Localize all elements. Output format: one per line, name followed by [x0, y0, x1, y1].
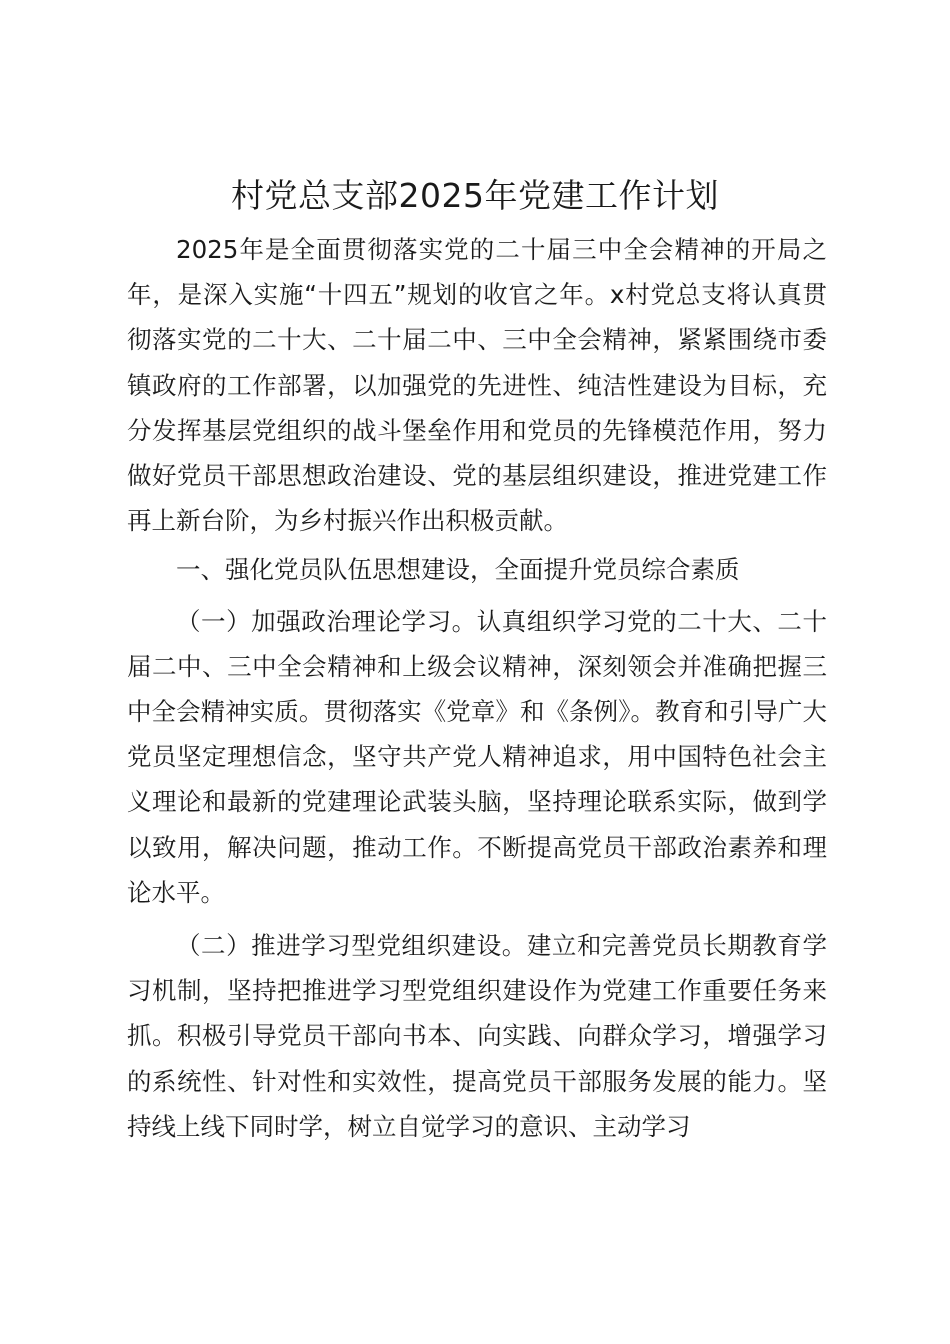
section-heading: 一、强化党员队伍思想建设，全面提升党员综合素质 — [176, 555, 740, 585]
document-title: 村党总支部2025年党建工作计划 — [231, 176, 719, 215]
subsection-1-paragraph: （一）加强政治理论学习。认真组织学习党的二十大、二十届二中、三中全会精神和上级会议精神，深刻领会并准确把握三中全会精神实质。贯彻落实《党章》和《条例》。教育和引导广大党员坚定理想信念，坚守共产党人精神追求，用中国特色社会主义理论和最新的党建理论武装头脑，坚持理论联系实际，做到学以致用，解决问题，推动工作。不断提高党员干部政治素养和理论水平。 — [127, 606, 827, 907]
document-body — [127, 227, 827, 1149]
subsection-2-paragraph: （二）推进学习型党组织建设。建立和完善党员长期教育学习机制，坚持把推进学习型党组织建设作为党建工作重要任务来抓。积极引导党员干部向书本、向实践、向群众学习，增强学习的系统性、针对性和实效性，提高党员干部服务发展的能力。坚持线上线下同时学，树立自觉学习的意识、主动学习 — [127, 931, 827, 1141]
intro-paragraph: 2025年是全面贯彻落实党的二十届三中全会精神的开局之年，是深入实施“十四五”规划的收官之年。x村党总支将认真贯彻落实党的二十大、二十届二中、三中全会精神，紧紧围绕市委镇政府的工作部署，以加强党的先进性、纯洁性建设为目标，充分发挥基层党组织的战斗堡垒作用和党员的先锋模范作用，努力做好党员干部思想政治建设、党的基层组织建设，推进党建工作再上新台阶，为乡村振兴作出积极贡献。 — [127, 235, 827, 536]
